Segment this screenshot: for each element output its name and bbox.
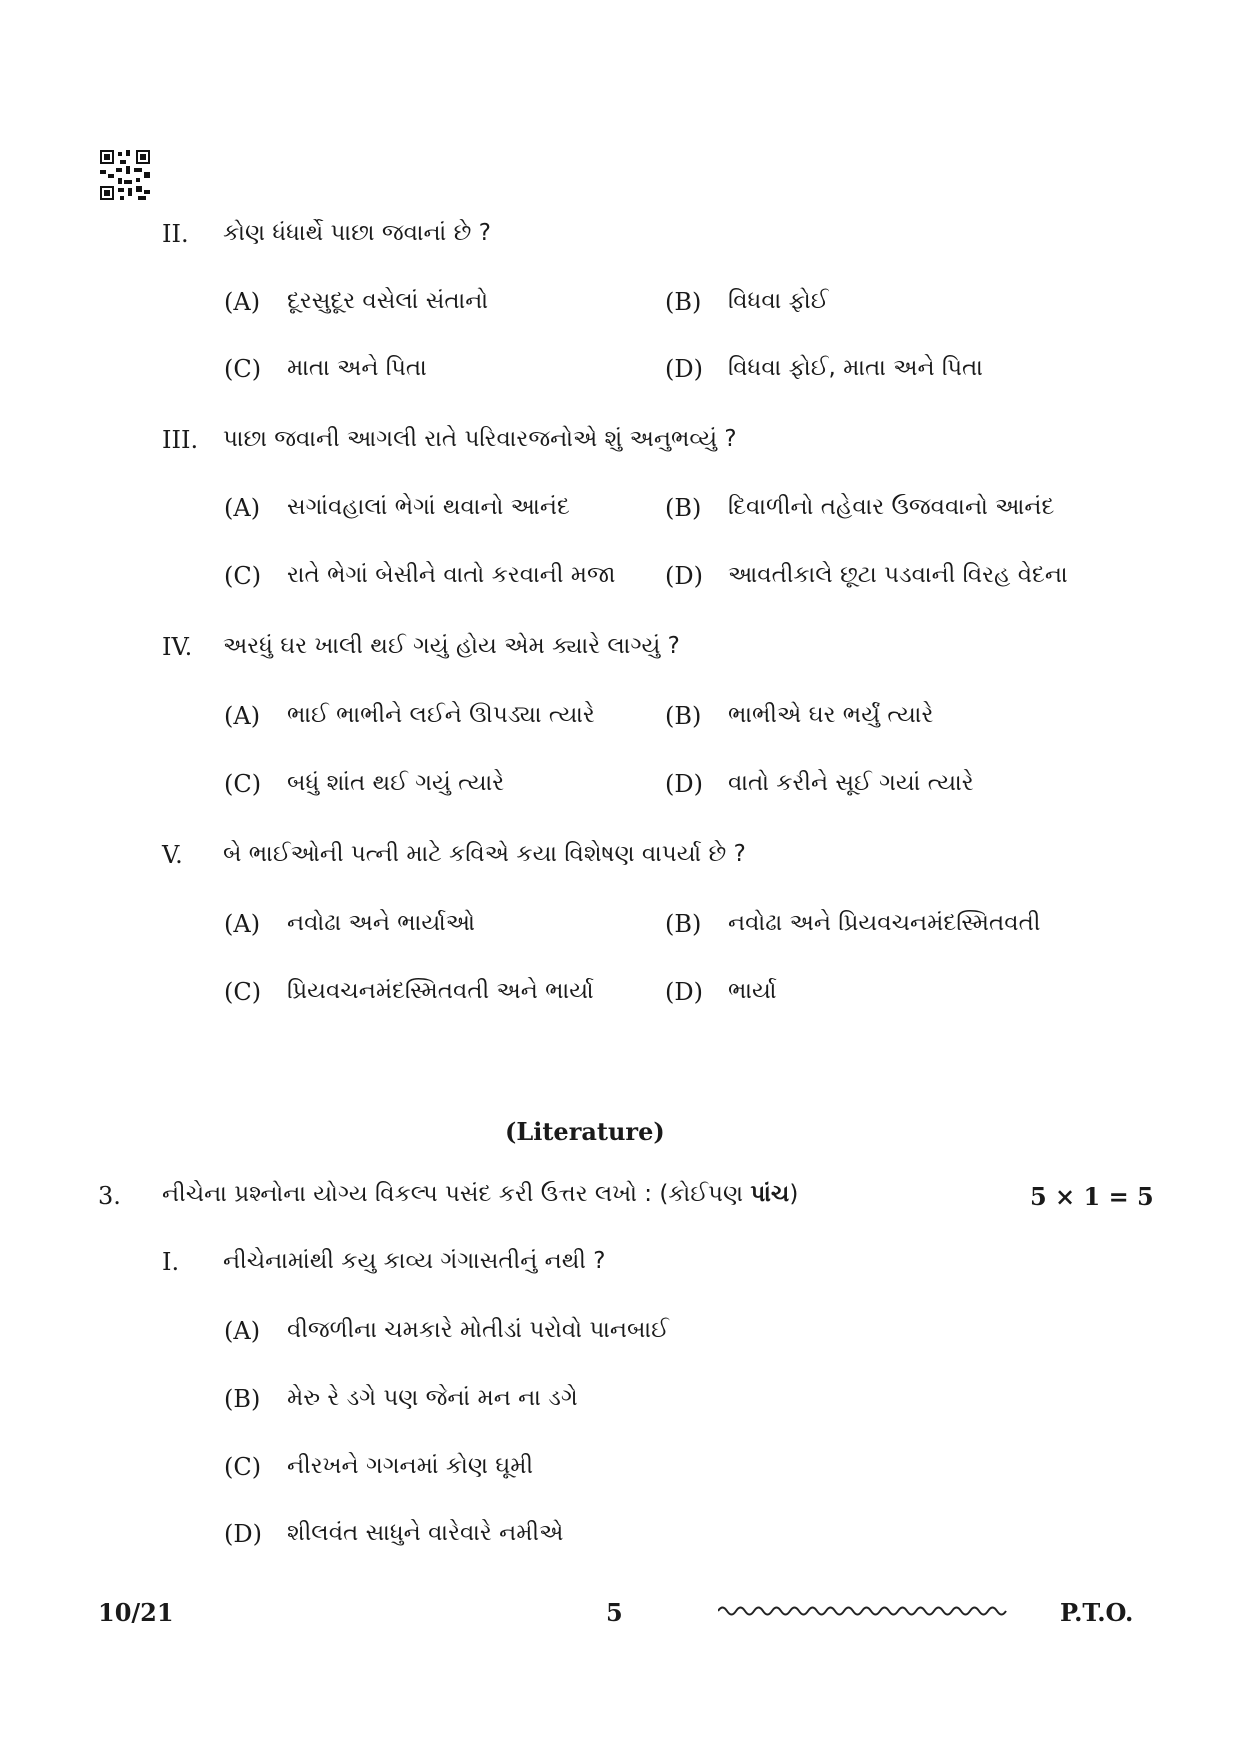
option-text: ભાર્યા — [728, 978, 777, 1004]
option-letter: (B) — [224, 1385, 261, 1413]
option-letter: (A) — [224, 1317, 261, 1345]
wavy-line-decoration — [718, 1602, 1008, 1620]
option-letter: (D) — [665, 770, 703, 798]
option-letter: (D) — [224, 1520, 262, 1548]
option-letter: (D) — [665, 562, 703, 590]
question-text: બે ભાઈઓની પત્ની માટે કવિએ કયા વિશેષણ વાપર્યા છે ? — [223, 841, 746, 867]
instruction-text: નીચેના પ્રશ્નોના યોગ્ય વિકલ્પ પસંદ કરી ઉત્તર લખો : (કોઈપણ — [162, 1181, 751, 1207]
question-number: V. — [162, 841, 183, 869]
option-letter: (A) — [224, 910, 261, 938]
option-text: દૂરસુદૂર વસેલાં સંતાનો — [287, 288, 489, 314]
option-letter: (C) — [224, 1453, 262, 1481]
option-letter: (B) — [665, 910, 702, 938]
question-text: પાછા જવાની આગલી રાતે પરિવારજનોએ શું અનુભવ્યું ? — [223, 426, 737, 452]
qr-code — [100, 150, 150, 200]
option-text: નીરખને ગગનમાં કોણ ઘૂમી — [287, 1453, 534, 1479]
option-letter: (C) — [224, 978, 262, 1006]
option-text: મેરુ રે ડગે પણ જેનાં મન ના ડગે — [287, 1385, 578, 1411]
section-title: (Literature) — [505, 1117, 665, 1146]
option-letter: (D) — [665, 978, 703, 1006]
question-text: નીચેનામાંથી કયુ કાવ્ય ગંગાસતીનું નથી ? — [223, 1248, 606, 1274]
question-text: કોણ ધંધાર્થે પાછા જવાનાં છે ? — [223, 220, 491, 246]
question-number: III. — [162, 426, 199, 454]
pto-label: P.T.O. — [1060, 1598, 1134, 1627]
option-letter: (A) — [224, 702, 261, 730]
question-number: II. — [162, 220, 189, 248]
option-letter: (C) — [224, 770, 262, 798]
option-text: વિધવા ફોઈ — [728, 288, 829, 314]
option-text: વાતો કરીને સૂઈ ગયાં ત્યારે — [728, 770, 974, 796]
paper-code: 10/21 — [98, 1598, 174, 1627]
option-text: રાતે ભેગાં બેસીને વાતો કરવાની મજા — [287, 562, 616, 588]
option-text: બધું શાંત થઈ ગયું ત્યારે — [287, 770, 505, 796]
option-text: પ્રિયવચનમંદસ્મિતવતી અને ભાર્યા — [287, 978, 594, 1004]
option-text: વિધવા ફોઈ, માતા અને પિતા — [728, 355, 983, 381]
option-letter: (B) — [665, 288, 702, 316]
option-letter: (B) — [665, 702, 702, 730]
option-letter: (A) — [224, 494, 261, 522]
marks-allocation: 5 × 1 = 5 — [1030, 1182, 1154, 1211]
question-number: I. — [162, 1248, 180, 1276]
option-text: ભાઈ ભાભીને લઈને ઊપડ્યા ત્યારે — [287, 702, 595, 728]
option-text: માતા અને પિતા — [287, 355, 427, 381]
instruction-bold: પાંચ — [750, 1181, 790, 1207]
option-text: દિવાળીનો તહેવાર ઉજવવાનો આનંદ — [728, 494, 1055, 520]
option-letter: (C) — [224, 355, 262, 383]
option-text: ભાભીએ ઘર ભર્યું ત્યારે — [728, 702, 934, 728]
option-letter: (B) — [665, 494, 702, 522]
question-instruction — [162, 1181, 798, 1207]
option-text: નવોઢા અને ભાર્યાઓ — [287, 910, 476, 936]
option-text: નવોઢા અને પ્રિયવચનમંદસ્મિતવતી — [728, 910, 1041, 936]
option-text: વીજળીના ચમકારે મોતીડાં પરોવો પાનબાઈ — [287, 1317, 669, 1343]
option-letter: (C) — [224, 562, 262, 590]
option-text: આવતીકાલે છૂટા પડવાની વિરહ વેદના — [728, 562, 1068, 588]
question-text: અરધું ઘર ખાલી થઈ ગયું હોય એમ ક્યારે લાગ્યું ? — [223, 633, 680, 659]
question-number: 3. — [98, 1182, 121, 1210]
option-text: સગાંવહાલાં ભેગાં થવાનો આનંદ — [287, 494, 570, 520]
page-number: 5 — [606, 1598, 623, 1627]
question-number: IV. — [162, 633, 193, 661]
option-letter: (D) — [665, 355, 703, 383]
option-letter: (A) — [224, 288, 261, 316]
option-text: શીલવંત સાધુને વારેવારે નમીએ — [287, 1520, 564, 1546]
instruction-end: ) — [789, 1181, 799, 1207]
